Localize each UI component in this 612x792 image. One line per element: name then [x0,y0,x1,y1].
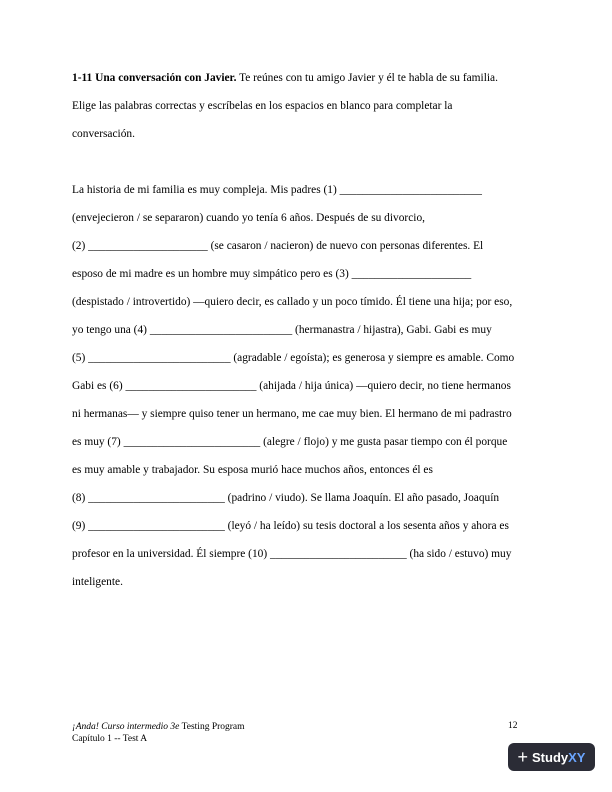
instructions-text: Te reúnes con tu amigo Javier y él te habla de su familia. [236,72,498,84]
story-line: esposo de mi madre es un hombre muy simpático pero es (3) _____________________ [72,268,472,280]
page-number: 12 [508,721,518,731]
story-line: (8) ________________________ (padrino / viudo). Se llama Joaquín. El año pasado, Joaquín [72,492,500,504]
footer-line-1 [72,721,245,733]
story-paragraph [72,176,542,596]
story-line: es muy amable y trabajador. Su esposa murió hace muchos años, entonces él es [72,464,433,476]
instructions-line-3: conversación. [72,128,135,140]
story-line: profesor en la universidad. Él siempre (10) ________________________ (ha sido / estuvo) muy [72,548,512,560]
footer-program: Testing Program [179,722,245,732]
story-line: inteligente. [72,576,123,588]
story-line: (envejecieron / se separaron) cuando yo tenía 6 años. Después de su divorcio, [72,212,425,224]
story-line: Gabi es (6) _______________________ (ahijada / hija única) —quiero decir, no tiene hermanos [72,380,511,392]
story-line: La historia de mi familia es muy compleja. Mis padres (1) _________________________ [72,184,482,196]
page-footer [72,721,245,745]
story-line: (despistado / introvertido) —quiero decir, es callado y un poco tímido. Él tiene una hija; por eso, [72,296,513,308]
story-line: yo tengo una (4) _________________________ (hermanastra / hijastra), Gabi. Gabi es muy [72,324,492,336]
badge-text: StudyXY [532,749,586,765]
instructions-line-2: Elige las palabras correctas y escríbelas en los espacios en blanco para completar la [72,100,453,112]
plus-icon: + [517,747,529,767]
story-line: (9) ________________________ (leyó / ha leído) su tesis doctoral a los sesenta años y ahora es [72,520,509,532]
footer-chapter: Capítulo 1 -- Test A [72,734,148,744]
story-line: ni hermanas— y siempre quiso tener un hermano, me cae muy bien. El hermano de mi padrastro [72,408,512,420]
story-line: (2) _____________________ (se casaron / nacieron) de nuevo con personas diferentes. El [72,240,484,252]
instructions-paragraph [72,64,542,148]
footer-book-title: ¡Anda! Curso intermedio 3e [72,722,180,732]
story-line: (5) _________________________ (agradable / egoísta); es generosa y siempre es amable. Como [72,352,515,364]
story-line: es muy (7) ________________________ (alegre / flojo) y me gusta pasar tiempo con él porque [72,436,508,448]
exercise-heading: 1-11 Una conversación con Javier. [72,72,237,84]
instructions-line-1 [72,64,542,92]
studyxy-badge[interactable] [508,743,595,771]
